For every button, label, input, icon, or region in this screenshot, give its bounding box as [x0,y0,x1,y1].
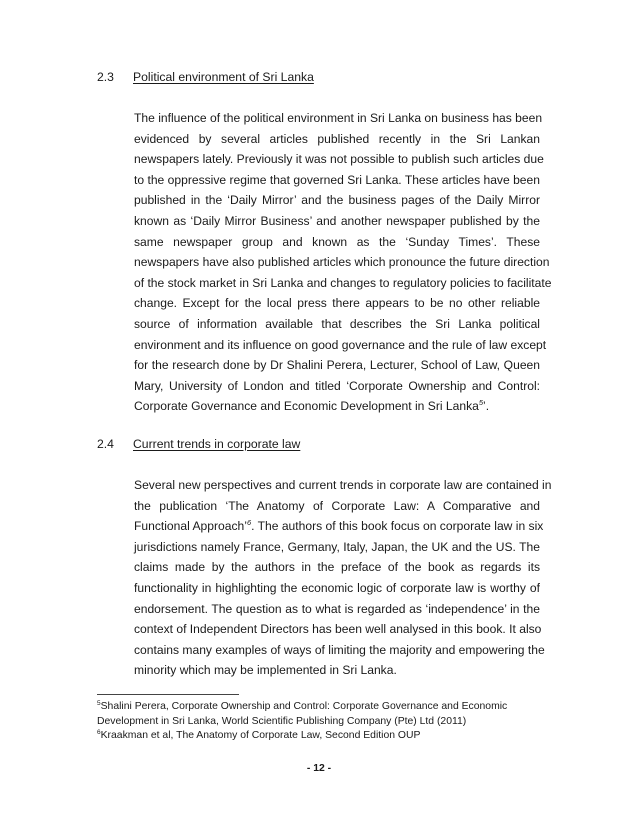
paragraph-line-with-ref [134,516,544,537]
footnote-ref-5[interactable]: 5 [478,398,484,408]
paragraph-line: of the stock market in Sri Lanka and changes to regulatory policies to facilitate [134,275,552,290]
paragraph-line: to the oppressive regime that governed Sri Lanka. These articles have been [134,172,540,187]
paragraph-line: known as ‘Daily Mirror Business’ and another newspaper published by the [134,213,540,228]
paragraph-line: same newspaper group and known as the ‘Sunday Times’. These [134,234,540,249]
section-2-4-heading [97,436,300,452]
last-line-end: ’. [483,399,490,414]
footnote-5-continued: Development in Sri Lanka, World Scientific Publishing Company (Pte) Ltd (2011) [97,715,467,727]
footnote-text: Shalini Perera, Corporate Ownership and Control: Corporate Governance and Economic [100,701,508,712]
section-2-3-paragraph [134,108,552,417]
paragraph-line: environment and its influence on good governance and the rule of law except [134,337,547,352]
paragraph-line: source of information available that describes the Sri Lanka political [134,316,540,331]
ref-line-end: . The authors of this book focus on corporate law in six [251,519,544,534]
paragraph-line: context of Independent Directors has been well analysed in this book. It also [134,622,542,637]
paragraph-line: Mary, University of London and titled ‘Corporate Ownership and Control: [134,378,540,393]
paragraph-line: contains many examples of ways of limiting the majority and empowering the [134,642,545,657]
footnote-6 [97,729,517,744]
footnote-ref-6[interactable]: 6 [246,518,252,528]
footnote-5 [97,700,517,715]
paragraph-line: endorsement. The question as to what is regarded as ‘independence’ in the [134,601,540,616]
paragraph-line: change. Except for the local press there appears to be no other reliable [134,296,540,311]
footnote-marker: 6 [97,729,101,737]
paragraph-line: the publication ‘The Anatomy of Corporate Law: A Comparative and [134,498,540,513]
page-number: - 12 - [306,763,332,774]
section-number: 2.4 [97,437,114,451]
section-title: Political environment of Sri Lanka [133,70,314,84]
ref-line-start: Functional Approach’ [134,519,247,534]
footnotes [97,700,517,744]
section-title: Current trends in corporate law [133,437,301,451]
paragraph-line: for the research done by Dr Shalini Perera, Lecturer, School of Law, Queen [134,358,540,373]
paragraph-line: The influence of the political environment in Sri Lanka on business has been [134,111,543,125]
section-2-4-paragraph [134,475,552,681]
section-2-3-heading [97,69,314,85]
paragraph-line: newspapers lately. Previously it was not possible to publish such articles due [134,152,544,167]
paragraph-line: evidenced by several articles published recently in the Sri Lankan [134,131,540,146]
footnote-text: Kraakman et al, The Anatomy of Corporate Law, Second Edition OUP [100,730,421,742]
paragraph-line: jurisdictions namely France, Germany, Italy, Japan, the UK and the US. The [134,539,540,554]
footnote-separator [97,694,239,695]
paragraph-last-line [134,396,540,417]
paragraph-line: published in the ‘Daily Mirror’ and the business pages of the Daily Mirror [134,193,540,208]
section-number: 2.3 [97,70,114,84]
paragraph-line: newspapers have also published articles which pronounce the future direction [134,255,550,270]
paragraph-line: Several new perspectives and current trends in corporate law are contained in [134,478,552,492]
paragraph-last-line: minority which may be implemented in Sri Lanka. [134,663,397,678]
footnote-marker: 5 [97,700,101,707]
paragraph-line: functionality in highlighting the economic logic of corporate law is worthy of [134,580,540,595]
last-line-text: Corporate Governance and Economic Development in Sri Lanka [134,399,479,414]
paragraph-line: claims made by the authors in the preface of the book as regards its [134,560,540,575]
